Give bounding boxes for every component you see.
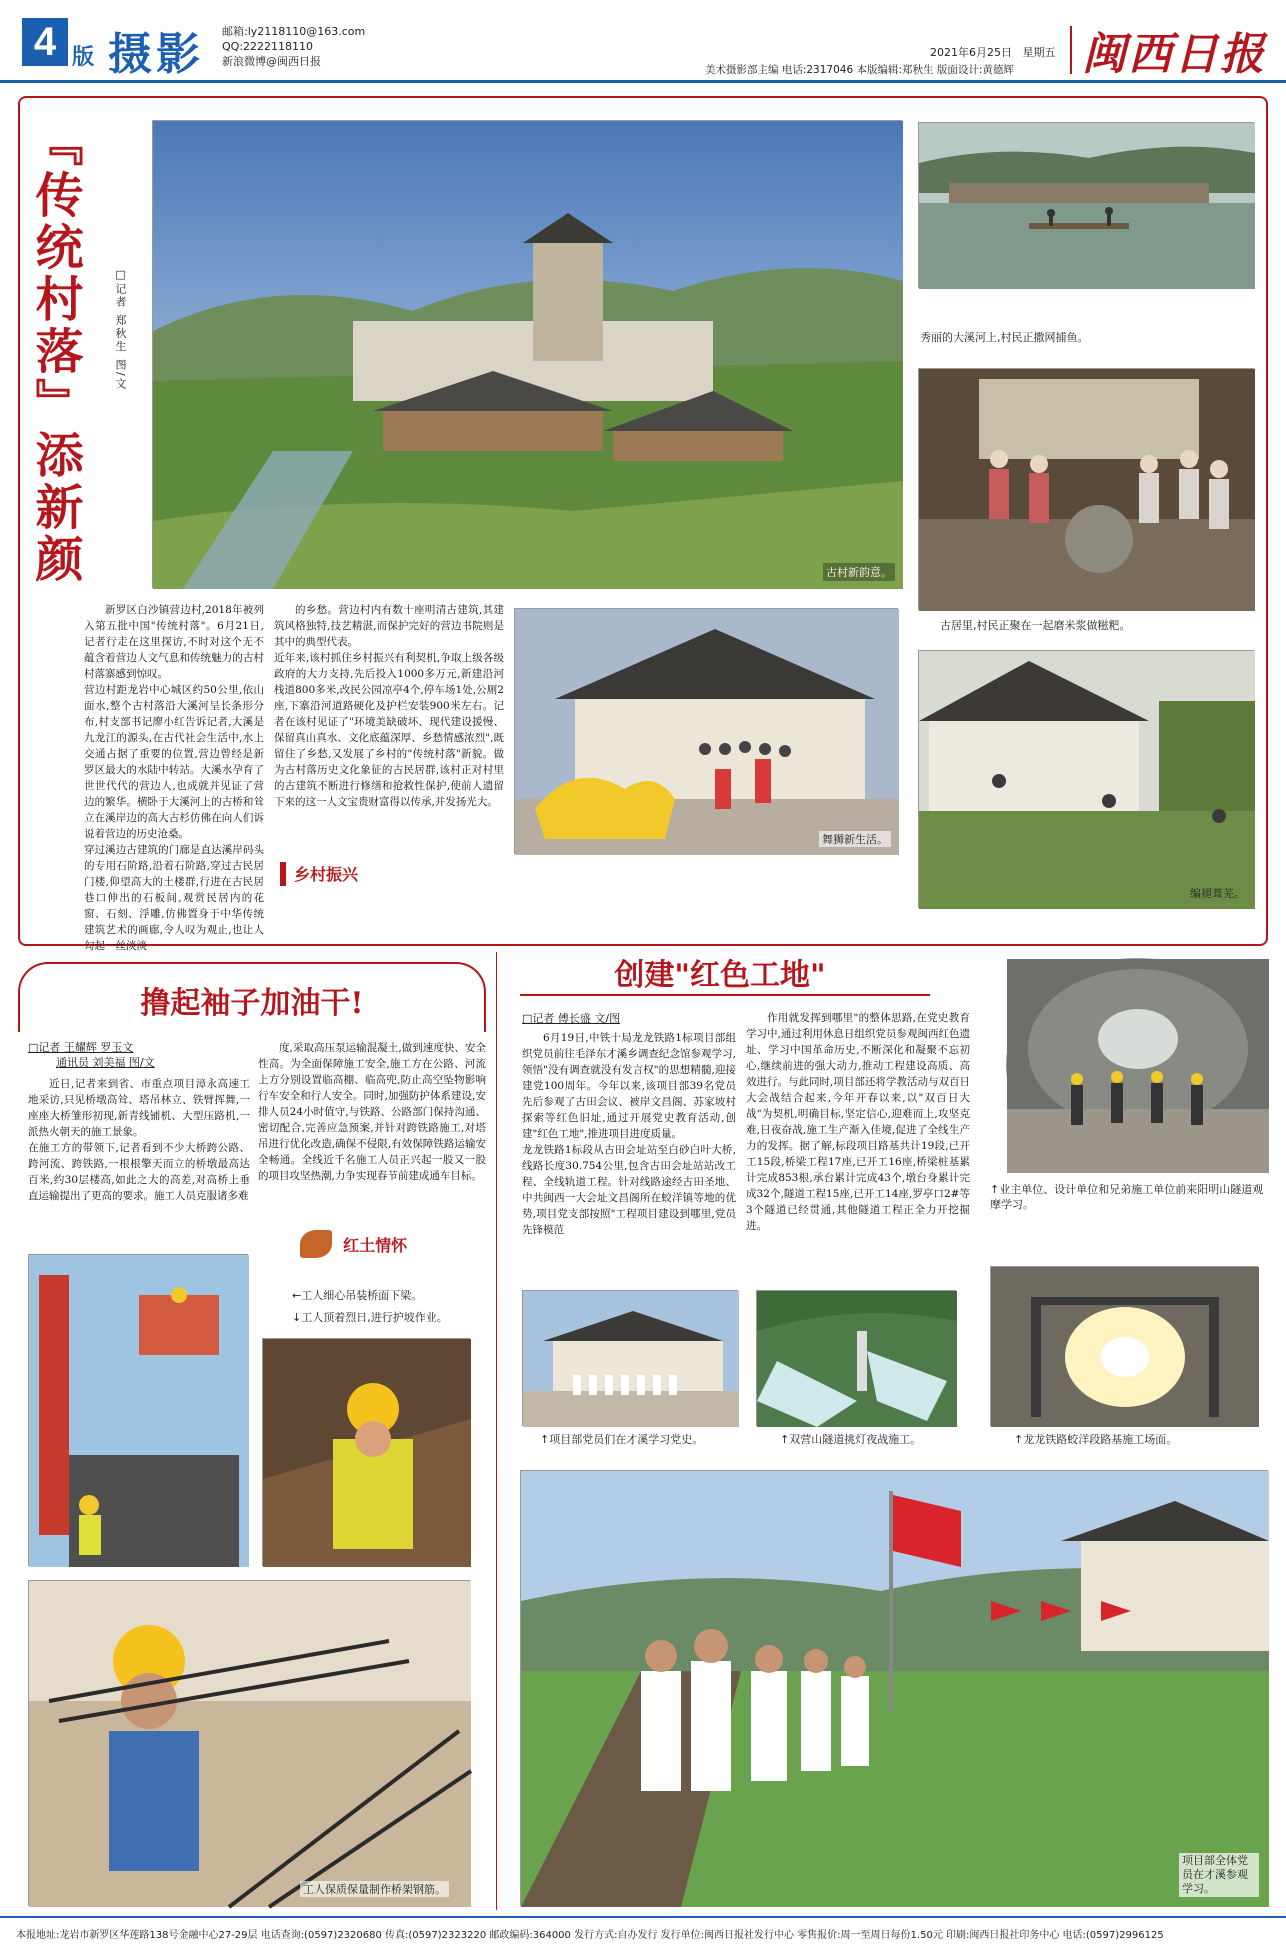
rice-grinding-caption: 古居里,村民正聚在一起磨米浆做糍粑。 bbox=[940, 619, 1131, 632]
feature-text-col1 bbox=[84, 602, 264, 952]
slope-worker-photo bbox=[262, 1338, 470, 1566]
feature-col1-text: 新罗区白沙镇营边村,2018年被列入第五批中国"传统村落"。6月21日,记者行走在这里探访,不时对这个无不蕴含着营边人文气息和传统魅力的古村村落寨感到惊叹。 营边村距龙岩中心城区约50公里,依山面水,整个古村落沿大溪河呈长条形分布,村支部书记廖小红告诉记者,大溪是九龙江的源头,在古代社会生活中,水上交通占据了重要的位置,营边曾经是新罗区最大的水陆中转站。大溪水孕育了世世代代的营边人,也成就并见证了营边的繁华。横卧于大溪河上的古桥和耸立在溪岸边的高大古杉仿佛在向人们诉说着营边的历史沧桑。 穿过溪边古建筑的门廊是直达溪岸码头的专用石阶路,沿着石阶路,穿过古民居门楼,仰望高大的土楼群,行进在古民居巷口伸出的石板间,观赏民居内的花窗、石刻、浮雕,仿佛置身于中华传统建筑艺术的画廊,令人叹为观止,也让人勾起一丝淡淡 bbox=[84, 604, 264, 952]
river-fishing-photo bbox=[918, 122, 1254, 288]
river-fishing-caption: 秀丽的大溪河上,村民正撒网捕鱼。 bbox=[920, 331, 1089, 344]
roadbed-photo bbox=[990, 1266, 1258, 1426]
feature-col2-text: 的乡愁。营边村内有数十座明清古建筑,其建筑风格独特,技艺精湛,而保护完好的营边书院则是其中的典型代表。 近年来,该村抓住乡村振兴有利契机,争取上级各级政府的大力支持,先后投入1000多万元,新建沿河栈道800多米,改民公园凉亭4个,停车场1处,公厕2座,下寨沿河道路硬化及护栏安装900米左右。记者在该村见证了"环境美缺破坏、现代建设援慢、保留真山真水、文化底蕴深厚、乡愁情感浓烈",既留住了乡愁,又发展了乡村的"传统村落"新貌。做为古村落历史文化象征的古民居群,该村正对村里的古建筑不断进行修缮和抢救性保护,使前人遗留下来的这一人文宝贵财富得以传承,并发扬光大。 bbox=[274, 604, 504, 808]
right-byline: □记者 傅长盛 文/图 bbox=[522, 1012, 621, 1025]
main-photo-caption: 古村新韵意。 bbox=[823, 563, 895, 581]
footer-info: 本报地址:龙岩市新罗区华莲路138号金融中心27-29层 电话查询:(0597)2320680 传真:(0597)2323220 邮政编码:364000 发行方式:自办发行 发行单位:闽西日报社发行中心 零售报价:周一至周日每份1.50元 印刷:闽西日报社印务中心 电话:(0597)2996125 bbox=[16, 1930, 1164, 1941]
right-col1-text: 6月19日,中铁十局龙龙铁路1标项目部组织党员前往毛泽东才溪乡调查纪念馆参观学习,领悟"没有调查就没有发言权"的思想精髓,迎接建党100周年。今年以来,该项目部39名党员先后参观了古田会议、被岸文昌阁、苏家坡村探索等红色旧址,通过开展党史教育活动,创建"红色工地",推进项目进度质量。 龙龙铁路1标段从古田会址站至白砂白叶大桥,线路长度30.754公里,包含古田会址站站改工程、全线轨道工程。针对线路途经古田圣地、中共闽西一大会址文昌阁所在蛟洋镇等地的优势,项目党支部按照"工程项目建设到哪里,党员先锋模范 bbox=[522, 1032, 736, 1236]
party-members-photo bbox=[520, 1470, 1268, 1906]
tunnel-visit-photo bbox=[1006, 958, 1268, 1172]
crane-worker-photo bbox=[28, 1254, 248, 1566]
lion-dance-caption: 舞狮新生活。 bbox=[819, 831, 891, 847]
rebar-worker-photo bbox=[28, 1580, 470, 1906]
tunnel-visit-image bbox=[1007, 959, 1269, 1173]
redsoil-emblem-icon bbox=[300, 1230, 332, 1258]
footer-rule bbox=[0, 1916, 1286, 1918]
left-byline bbox=[28, 1040, 155, 1070]
crane-worker-image bbox=[29, 1255, 249, 1567]
party-study-image bbox=[523, 1291, 739, 1427]
right-title-underline bbox=[520, 994, 930, 996]
paper-name-logo: 闽西日报 bbox=[1082, 29, 1266, 80]
left-byline-2: 通讯员 刘美福 图/文 bbox=[56, 1056, 155, 1069]
column-tag-redsoil bbox=[300, 1230, 460, 1260]
staff-line: 美术摄影部主编 电话:2317046 本版编辑:郑秋生 版面设计:黄德辉 bbox=[705, 64, 1014, 76]
right-text-col1 bbox=[522, 1030, 736, 1268]
issue-date bbox=[930, 44, 1056, 60]
lion-dance-photo bbox=[514, 608, 898, 854]
contact-block bbox=[222, 24, 365, 69]
right-col2-text: 作用就发挥到哪里"的整体思路,在党史教育学习中,通过利用休息日组织党员参观闽西红色遗址、学习中国革命历史,不断深化和凝聚不忘初心,继续前进的强大动力,推动工程建设高质、高效进行。与此同时,项目部还将学教活动与双百日大会战结合起来,今年开春以来,以"双百日大战"为契机,明确目标,坚定信心,迎难而上,攻坚克难,日夜奋战,施工生产渐入佳境,促进了全线生产力的发挥。据了解,标段项目路基共计19段,已开工15段,桥梁工程17座,已开工16座,桥梁桩基累计完成853根,承台累计完成43个,墩台身累计完成32个,隧道工程15座,已开工14座,罗亭口2#等3个隧道已经贯通,其他隧道工程正全力开挖掘进。 bbox=[746, 1012, 970, 1232]
tunnel-visit-caption: ↑业主单位、设计单位和兄弟施工单位前来阳明山隧道观摩学习。 bbox=[990, 1183, 1264, 1211]
night-tunnel-photo bbox=[756, 1290, 956, 1426]
feature-vertical-title: 『传统村落』添新颜 bbox=[27, 118, 83, 586]
party-study-photo bbox=[522, 1290, 738, 1426]
rice-grinding-photo bbox=[918, 368, 1254, 610]
left-text-col1 bbox=[28, 1076, 250, 1282]
party-study-caption: ↑项目部党员们在才溪学习党史。 bbox=[540, 1433, 704, 1446]
masthead bbox=[0, 0, 1286, 80]
date: 2021年6月25日 bbox=[930, 46, 1012, 59]
column-tag-rural-label: 乡村振兴 bbox=[294, 865, 359, 884]
page-number-badge bbox=[22, 18, 68, 66]
weaving-photo bbox=[918, 650, 1254, 908]
village-main-photo bbox=[152, 120, 902, 588]
river-image bbox=[919, 123, 1255, 289]
weaving-caption: 编褪葺芜。 bbox=[1190, 887, 1245, 900]
party-members-caption: 项目部全体党员在才溪参观学习。 bbox=[1179, 1853, 1259, 1897]
party-members-image bbox=[521, 1471, 1269, 1907]
slope-worker-image bbox=[263, 1339, 471, 1567]
right-text-col2 bbox=[746, 1010, 970, 1268]
roadbed-image bbox=[991, 1267, 1259, 1427]
page-number: 4 bbox=[33, 20, 57, 64]
masthead-divider bbox=[1070, 26, 1072, 74]
left-section-title: 撸起袖子加油干! bbox=[140, 986, 364, 1021]
left-note-1: ←工人细心吊装桥面下梁。 bbox=[292, 1289, 423, 1302]
feature-byline: □记者 郑秋生 图/文 bbox=[114, 268, 127, 391]
night-tunnel-caption: ↑双营山隧道挑灯夜战施工。 bbox=[780, 1433, 922, 1446]
section-title: 摄影 bbox=[108, 29, 204, 80]
roadbed-caption: ↑龙龙铁路蛟洋段路基施工场面。 bbox=[1014, 1433, 1178, 1446]
left-col2-text: 度,采取高压泵运输混凝土,做到速度快、安全性高。为全面保障施工安全,施工方在公路、河流上方分别设置临高棚、临高兜,防止高空坠物影响行车安全和行人安全。同时,加强防护体系建设,安排人员24小时值守,与铁路、公路部门保持沟通、密切配合,完善应急预案,并针对跨铁路施工,对塔吊进行优化改造,确保不侵限,有效保障铁路运输安全畅通。全线近千名施工人员正兴起一股又一股的项目攻坚热潮,力争实现春节前建成通车目标。 bbox=[258, 1042, 486, 1182]
lion-dance-image bbox=[515, 609, 899, 855]
contact-qq: QQ:2222118110 bbox=[222, 40, 314, 53]
left-byline-1: □记者 王耀辉 罗玉文 bbox=[28, 1041, 134, 1054]
night-tunnel-image bbox=[757, 1291, 957, 1427]
feature-text-col2 bbox=[274, 602, 504, 858]
contact-weibo: 新浪微博@闽西日报 bbox=[222, 55, 321, 68]
left-text-col2 bbox=[258, 1040, 486, 1228]
left-col1-text: 近日,记者来到省、市重点项目漳永高速工地采访,只见桥墩高耸、塔吊林立、铁臂挥舞,一座座大桥雏形初现,新青线铺机、大型压路机,一派热火朝天的施工景象。 在施工方的带领下,记者看到不少大桥跨公路、跨河流、跨铁路,一根根擎天而立的桥墩最高达百米,约30层楼高,如此之大的高差,对高桥上垂直运输提出了更高的要求。施工人员克服诸多难 bbox=[28, 1078, 250, 1202]
page-suffix: 版 bbox=[72, 45, 95, 70]
contact-email: 邮箱:ly2118110@163.com bbox=[222, 25, 366, 38]
village-landscape-image bbox=[153, 121, 903, 589]
rebar-caption: 工人保质保量制作桥架钢筋。 bbox=[300, 1881, 449, 1897]
rebar-worker-image bbox=[29, 1581, 471, 1907]
weaving-image bbox=[919, 651, 1255, 909]
masthead-rule bbox=[0, 80, 1286, 83]
grinding-image bbox=[919, 369, 1255, 611]
column-tag-rural bbox=[280, 862, 410, 886]
column-tag-redsoil-label: 红土情怀 bbox=[343, 1235, 408, 1255]
right-section-title: 创建"红色工地" bbox=[614, 958, 826, 993]
weekday: 星期五 bbox=[1022, 46, 1056, 59]
section-divider bbox=[496, 952, 497, 1910]
left-note-2: ↓工人顶着烈日,进行护坡作业。 bbox=[292, 1311, 448, 1324]
